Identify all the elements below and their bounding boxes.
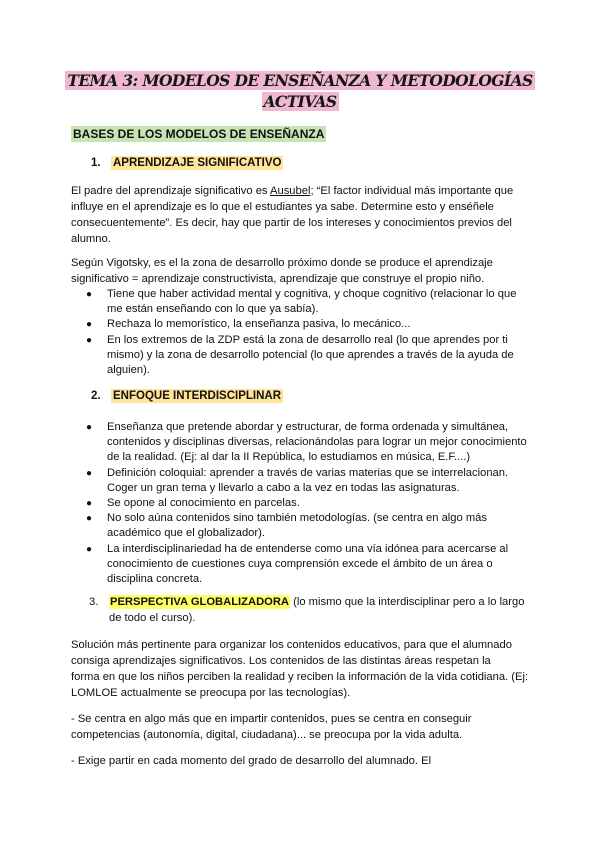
item-perspectiva-globalizadora: 3. PERSPECTIVA GLOBALIZADORA (lo mismo que la interdisciplinar pero a lo largo de todo el curso). [89, 596, 525, 624]
heading-enfoque-interdisciplinar: 2. ENFOQUE INTERDISCIPLINAR [91, 390, 282, 402]
paragraph-competencias: - Se centra en algo más que en impartir contenidos, pues se centra en conseguir competencias (autonomía, digital, ciudadana)... se preocupa por la vida adulta. [71, 713, 472, 741]
bullet-icon: ● [86, 513, 93, 525]
document-title-line-1: TEMA 3: MODELOS DE ENSEÑANZA Y METODOLOGÍAS [67, 71, 533, 90]
bullet-icon: ● [86, 319, 93, 331]
ausubel-link: Ausubel [270, 185, 311, 197]
list-item: ● La interdisciplinariedad ha de entenderse como una vía idónea para acercarse al conocimiento de cuestiones cuya comprensión excede el ámbito de un área o disciplina concreta. [86, 542, 509, 586]
list-item: ● Enseñanza que pretende abordar y estructurar, de forma ordenada y simultánea, contenidos y disciplinas diversas, relacionándolas para lograr un mejor conocimiento de la realidad. (Ej: al dar la II República, lo estudiamos en música, E.F....) [86, 421, 527, 464]
bullet-list-interdisciplinar [71, 420, 551, 587]
paragraph-desarrollo: - Exige partir en cada momento del grado de desarrollo del alumnado. El [71, 755, 432, 767]
bullet-icon: ● [86, 467, 93, 479]
document-title-line-2: ACTIVAS [263, 92, 337, 111]
heading-perspectiva-globalizadora: PERSPECTIVA GLOBALIZADORA [110, 596, 290, 608]
paragraph-solucion: Solución más pertinente para organizar los contenidos educativos, para que el alumnado consiga aprendizajes significativos. Los contenidos de las distintas áreas respetan la forma en que los niños perciben la realidad y reciben la información de la vida cotidiana. (Ej: LOMLOE actualmente se preocupa por las tecnologías). [71, 639, 529, 699]
list-item: ● Definición coloquial: aprender a través de varias materias que se interrelacionan. Coger un gran tema y llevarlo a cabo a la vez en todas las asignaturas. [86, 466, 509, 494]
bullet-icon: ● [86, 422, 93, 433]
paragraph-vigotsky: Según Vigotsky, es el la zona de desarrollo próximo donde se produce el aprendizaje significativo = aprendizaje constructivista, aprendizaje que construye el propio niño. [71, 257, 493, 285]
bullet-icon: ● [86, 543, 93, 555]
bullet-icon: ● [86, 498, 93, 510]
list-item: ● No solo aúna contenidos sino también metodologías. (se centra en algo más académico que el globalizador). [86, 512, 487, 540]
bullet-list-aprendizaje [71, 287, 551, 378]
section-heading: BASES DE LOS MODELOS DE ENSEÑANZA [73, 127, 325, 141]
list-item: ● Se opone al conocimiento en parcelas. [71, 496, 551, 511]
list-item: ● Tiene que haber actividad mental y cognitiva, y choque cognitivo (relacionar lo que me están enseñando con lo que ya sabía). [86, 288, 517, 316]
paragraph-ausubel: El padre del aprendizaje significativo es Ausubel; “El factor individual más importante que influye en el aprendizaje es lo que el estudiantes ya sabe. Determine esto y enséñele consecuentemente”. Es decir, hay que partir de los intereses y conocimientos previos del alumno. [71, 185, 514, 245]
bullet-icon: ● [86, 289, 93, 300]
list-item: ● Rechaza lo memorístico, la enseñanza pasiva, lo mecánico... [71, 317, 551, 332]
heading-aprendizaje-significativo: 1. APRENDIZAJE SIGNIFICATIVO [91, 157, 282, 169]
list-item: ● En los extremos de la ZDP está la zona de desarrollo real (lo que aprendes por ti mismo) y la zona de desarrollo potencial (lo que aprendes a través de la ayuda de alguien). [86, 333, 514, 377]
bullet-icon: ● [86, 334, 93, 346]
